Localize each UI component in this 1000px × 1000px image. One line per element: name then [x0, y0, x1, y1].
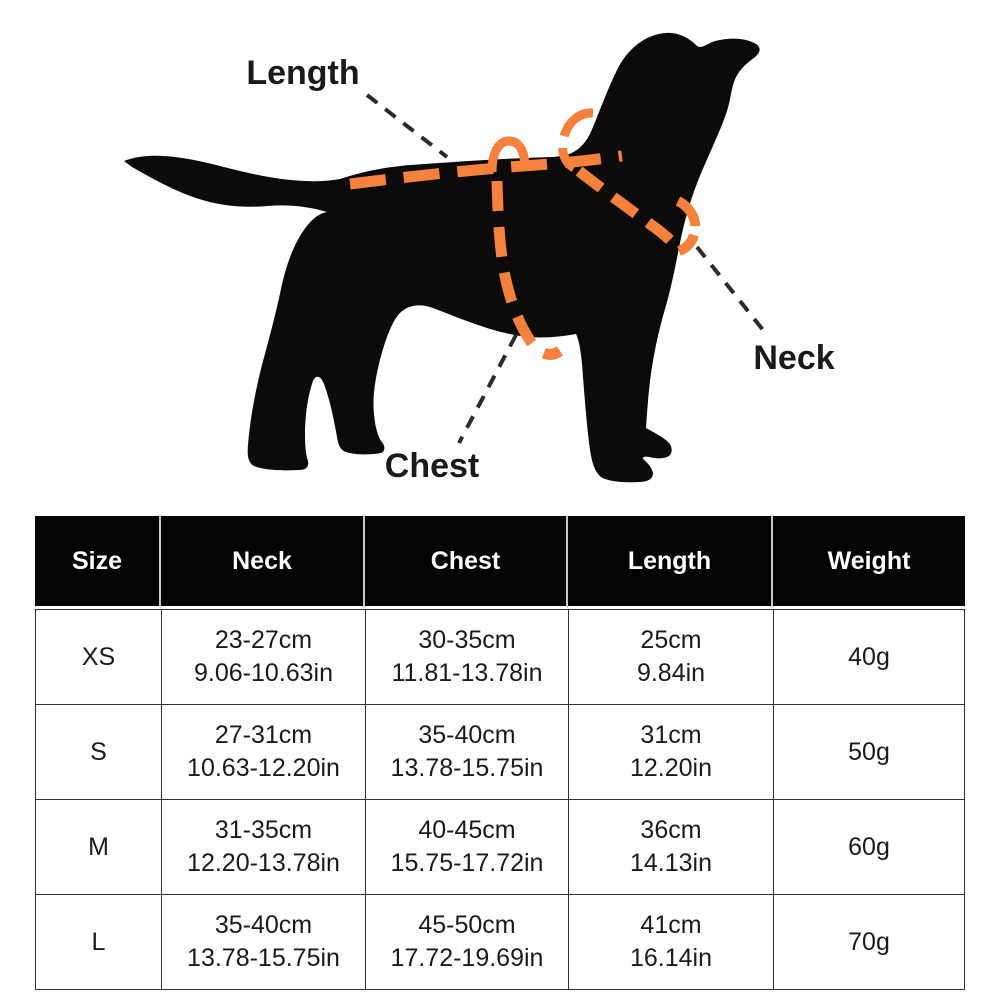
dog-silhouette-image	[124, 33, 760, 482]
length-value	[568, 799, 773, 894]
neck-cm: 35-40cm	[214, 911, 313, 939]
table-row-l	[35, 894, 965, 990]
size-chart-header	[35, 516, 965, 609]
length-cm: 25cm	[640, 626, 702, 654]
header-length: Length	[568, 516, 773, 609]
chest-value	[365, 609, 568, 704]
neck-value	[161, 799, 365, 894]
table-row-xs	[35, 609, 965, 704]
length-label: Length	[246, 54, 360, 92]
length-value	[568, 894, 773, 990]
weight-value: 60g	[773, 799, 965, 894]
chest-leader-line	[459, 335, 516, 443]
neck-value	[161, 609, 365, 704]
chest-cm: 35-40cm	[418, 721, 516, 749]
length-leader-line	[367, 95, 447, 157]
neck-label: Neck	[753, 339, 835, 377]
chest-in: 11.81-13.78in	[391, 659, 543, 687]
neck-in: 13.78-15.75in	[187, 944, 340, 972]
length-value	[568, 704, 773, 799]
chest-cm: 40-45cm	[418, 816, 516, 844]
neck-in: 12.20-13.78in	[187, 849, 340, 877]
chest-label: Chest	[384, 447, 480, 485]
chest-in: 13.78-15.75in	[390, 754, 544, 782]
table-row-s	[35, 704, 965, 799]
size-value: M	[35, 799, 161, 894]
neck-cm: 23-27cm	[214, 626, 313, 654]
length-in: 12.20in	[629, 754, 713, 782]
neck-in: 10.63-12.20in	[187, 754, 340, 782]
size-value: L	[35, 894, 161, 990]
length-in: 16.14in	[629, 944, 713, 972]
neck-leader-line	[697, 247, 763, 330]
weight-value: 40g	[773, 609, 965, 704]
header-row	[35, 516, 965, 609]
weight-value: 70g	[773, 894, 965, 990]
chest-cm: 45-50cm	[418, 911, 516, 939]
chest-in: 17.72-19.69in	[390, 944, 544, 972]
header-weight: Weight	[773, 516, 965, 609]
neck-in: 9.06-10.63in	[193, 659, 333, 687]
chest-value	[365, 799, 568, 894]
neck-cm: 31-35cm	[214, 816, 313, 844]
neck-cm: 27-31cm	[214, 721, 313, 749]
size-value: S	[35, 704, 161, 799]
chest-cm: 30-35cm	[418, 626, 516, 654]
length-cm: 41cm	[640, 911, 702, 939]
weight-value: 50g	[773, 704, 965, 799]
length-value	[568, 609, 773, 704]
size-value: XS	[35, 609, 161, 704]
table-row-m	[35, 799, 965, 894]
length-cm: 36cm	[640, 816, 702, 844]
neck-value	[161, 704, 365, 799]
size-chart-table	[35, 516, 965, 990]
header-size: Size	[35, 516, 161, 609]
size-chart-body	[35, 609, 965, 990]
length-in: 9.84in	[636, 659, 706, 687]
chest-in: 15.75-17.72in	[390, 849, 544, 877]
neck-value	[161, 894, 365, 990]
length-cm: 31cm	[640, 721, 702, 749]
header-chest: Chest	[365, 516, 568, 609]
length-in: 14.13in	[629, 849, 713, 877]
chest-value	[365, 704, 568, 799]
chest-value	[365, 894, 568, 990]
header-neck: Neck	[161, 516, 365, 609]
